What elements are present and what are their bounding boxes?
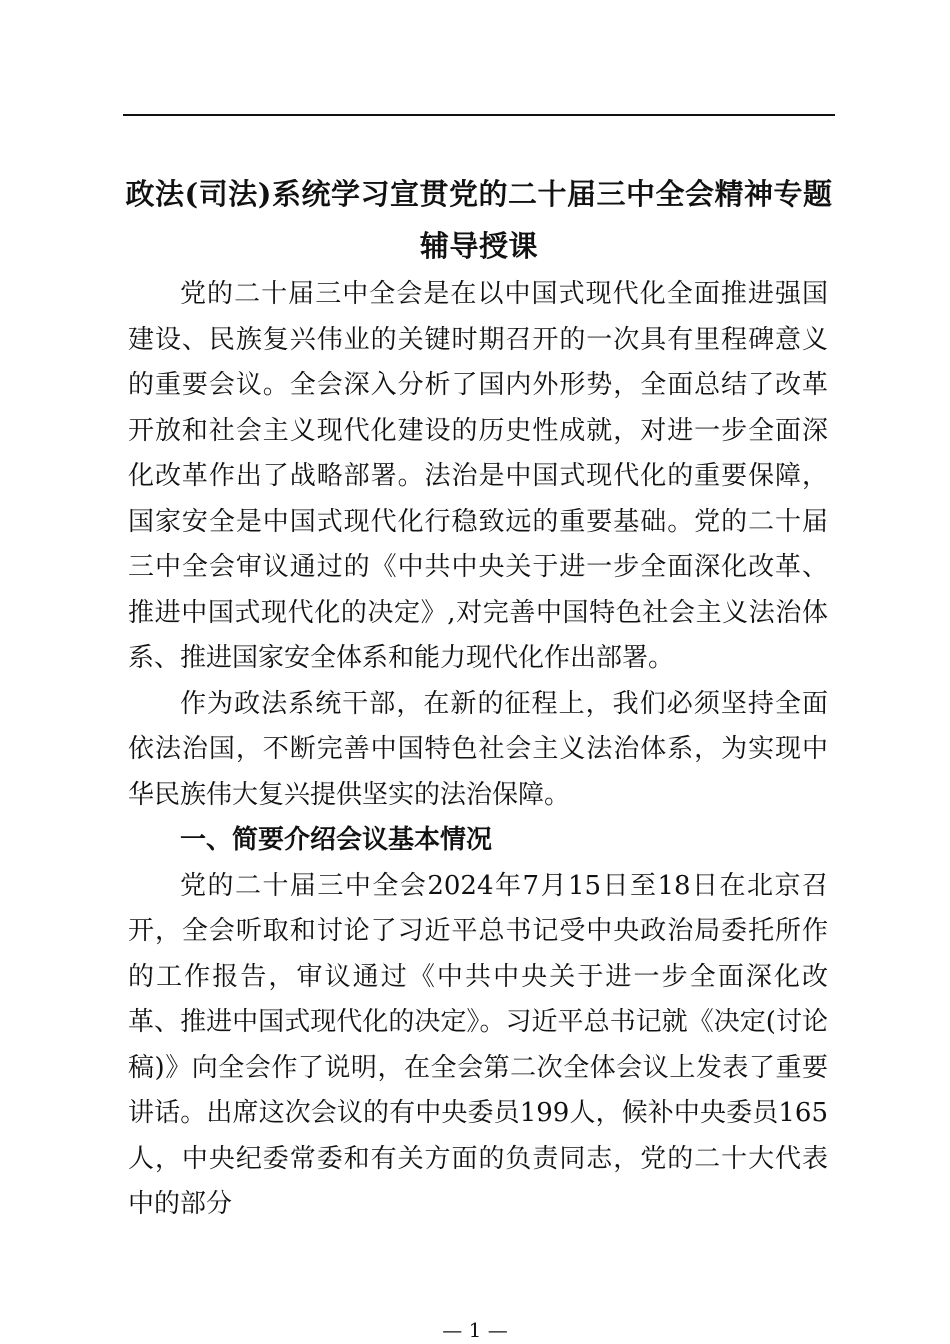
title-line-2: 辅导授课: [419, 229, 538, 263]
body-paragraph-1: 党的二十届三中全会是在以中国式现代化全面推进强国建设、民族复兴伟业的关键时期召开的一次具有里程碑意义的重要会议。全会深入分析了国内外形势，全面总结了改革开放和社会主义现代化建设的历史性成就，对进一步全面深化改革作出了战略部署。法治是中国式现代化的重要保障，国家安全是中国式现代化行稳致远的重要基础。党的二十届三中全会审议通过的《中共中央关于进一步全面深化改革、推进中国式现代化的决定》,对完善中国特色社会主义法治体系、推进国家安全体系和能力现代化作出部署。: [128, 279, 828, 673]
section-paragraph: 党的二十届三中全会2024年7月15日至18日在北京召开，全会听取和讨论了习近平总书记受中央政治局委托所作的工作报告，审议通过《中共中央关于进一步全面深化改革、推进中国式现代化的决定》。习近平总书记就《决定(讨论稿)》向全会作了说明，在全会第二次全体会议上发表了重要讲话。出席这次会议的有中央委员199人，候补中央委员165人，中央纪委常委和有关方面的负责同志，党的二十大代表中的部分: [128, 870, 828, 1219]
document-body: [128, 272, 828, 1228]
header-rule: [123, 114, 835, 116]
body-paragraph-2: 作为政法系统干部，在新的征程上，我们必须坚持全面依法治国，不断完善中国特色社会主义法治体系，为实现中华民族伟大复兴提供坚实的法治保障。: [128, 688, 828, 810]
page-number: — 1 —: [442, 1318, 508, 1342]
title-line-1: 政法(司法)系统学习宣贯党的二十届三中全会精神专题: [125, 177, 833, 211]
section-heading: 一、简要介绍会议基本情况: [180, 825, 493, 855]
document-title: [123, 168, 835, 272]
